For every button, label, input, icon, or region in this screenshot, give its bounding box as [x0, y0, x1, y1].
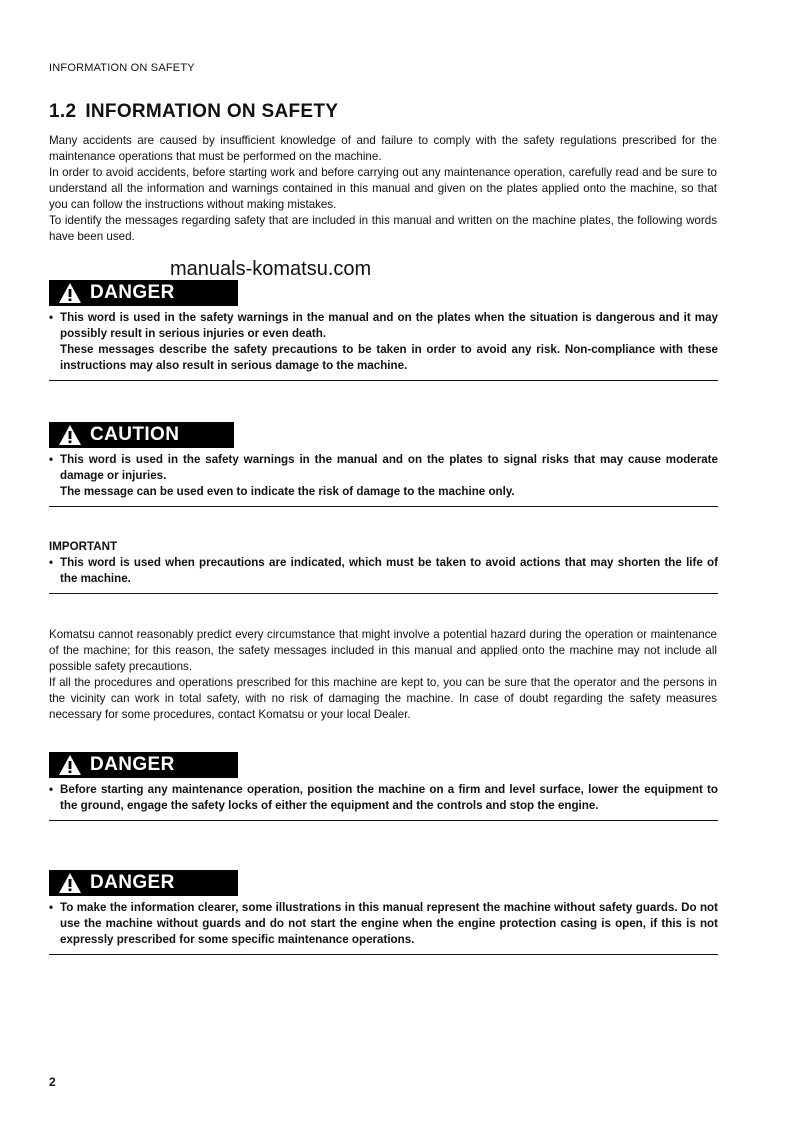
warning-triangle-icon	[58, 424, 82, 446]
danger-text-1a: This word is used in the safety warnings in the manual and on the plates when the situation is dangerous and it may possibly result in serious injuries or even death.	[60, 311, 718, 340]
danger-label-1	[49, 280, 238, 306]
section-number: 1.2	[49, 101, 77, 122]
important-label: IMPORTANT	[49, 540, 118, 553]
danger-label-2	[49, 752, 238, 778]
body2-paragraph-2: If all the procedures and operations prescribed for this machine are kept to, you can be sure that the operator and the persons in the vicinity can work in total safety, with no risk of damaging the machine. In case of doubt regarding the safety measures necessary for some procedures, contact Komatsu or your local Dealer.	[49, 676, 717, 721]
caution-label-text: CAUTION	[90, 424, 180, 445]
important-text: • This word is used when precautions are indicated, which must be taken to avoid actions that may shorten the life of the machine.	[49, 555, 718, 587]
danger-notice-2	[49, 752, 718, 821]
watermark-text: manuals-komatsu.com	[170, 258, 372, 280]
body-text-2	[49, 627, 717, 723]
intro-paragraph-3: To identify the messages regarding safety that are included in this manual and written on the machine plates, the following words have been used.	[49, 214, 717, 243]
danger-text-3: • To make the information clearer, some illustrations in this manual represent the machine without safety guards. Do not use the machine without guards and do not start the engine when the engine protection casing is open, if this is not expressly prescribed for some specific maintenance operations.	[49, 900, 718, 948]
warning-triangle-icon	[58, 282, 82, 304]
warning-triangle-icon	[58, 754, 82, 776]
caution-text-b: The message can be used even to indicate the risk of damage to the machine only.	[60, 485, 515, 498]
important-notice	[49, 539, 718, 594]
caution-text-a: This word is used in the safety warnings in the manual and on the plates to signal risks that may cause moderate damage or injuries.	[60, 453, 718, 482]
danger-label-3	[49, 870, 238, 896]
intro-text	[49, 133, 717, 245]
intro-paragraph-1: Many accidents are caused by insufficient knowledge of and failure to comply with the safety regulations prescribed for the maintenance operations that must be performed on the machine.	[49, 134, 717, 163]
intro-paragraph-2: In order to avoid accidents, before starting work and before carrying out any maintenance operation, carefully read and be sure to understand all the information and warnings contained in this manual and given on the plates applied onto the machine, so that you can follow the instructions without making mistakes.	[49, 166, 717, 211]
danger-label-text-1: DANGER	[90, 282, 175, 303]
danger-text-2: • Before starting any maintenance operation, position the machine on a firm and level surface, lower the equipment to the ground, engage the safety locks of either the equipment and the controls and stop the engine.	[49, 782, 718, 814]
caution-label	[49, 422, 234, 448]
caution-notice	[49, 422, 718, 507]
section-title	[49, 101, 338, 123]
page-number: 2	[49, 1075, 56, 1089]
danger-label-text-3: DANGER	[90, 872, 175, 893]
danger-notice-3	[49, 870, 718, 955]
running-header: INFORMATION ON SAFETY	[49, 62, 195, 74]
danger-text-1	[49, 310, 718, 374]
section-title-text: INFORMATION ON SAFETY	[85, 101, 339, 122]
danger-text-1b: These messages describe the safety precautions to be taken in order to avoid any risk. Non-compliance with these instructions may also result in serious damage to the machine.	[60, 343, 718, 372]
warning-triangle-icon	[58, 872, 82, 894]
danger-label-text-2: DANGER	[90, 754, 175, 775]
body2-paragraph-1: Komatsu cannot reasonably predict every circumstance that might involve a potential hazard during the operation or maintenance of the machine; for this reason, the safety messages included in this manual and applied onto the machine may not include all possible safety precautions.	[49, 628, 717, 673]
caution-text	[49, 452, 718, 500]
danger-notice-1	[49, 280, 718, 381]
